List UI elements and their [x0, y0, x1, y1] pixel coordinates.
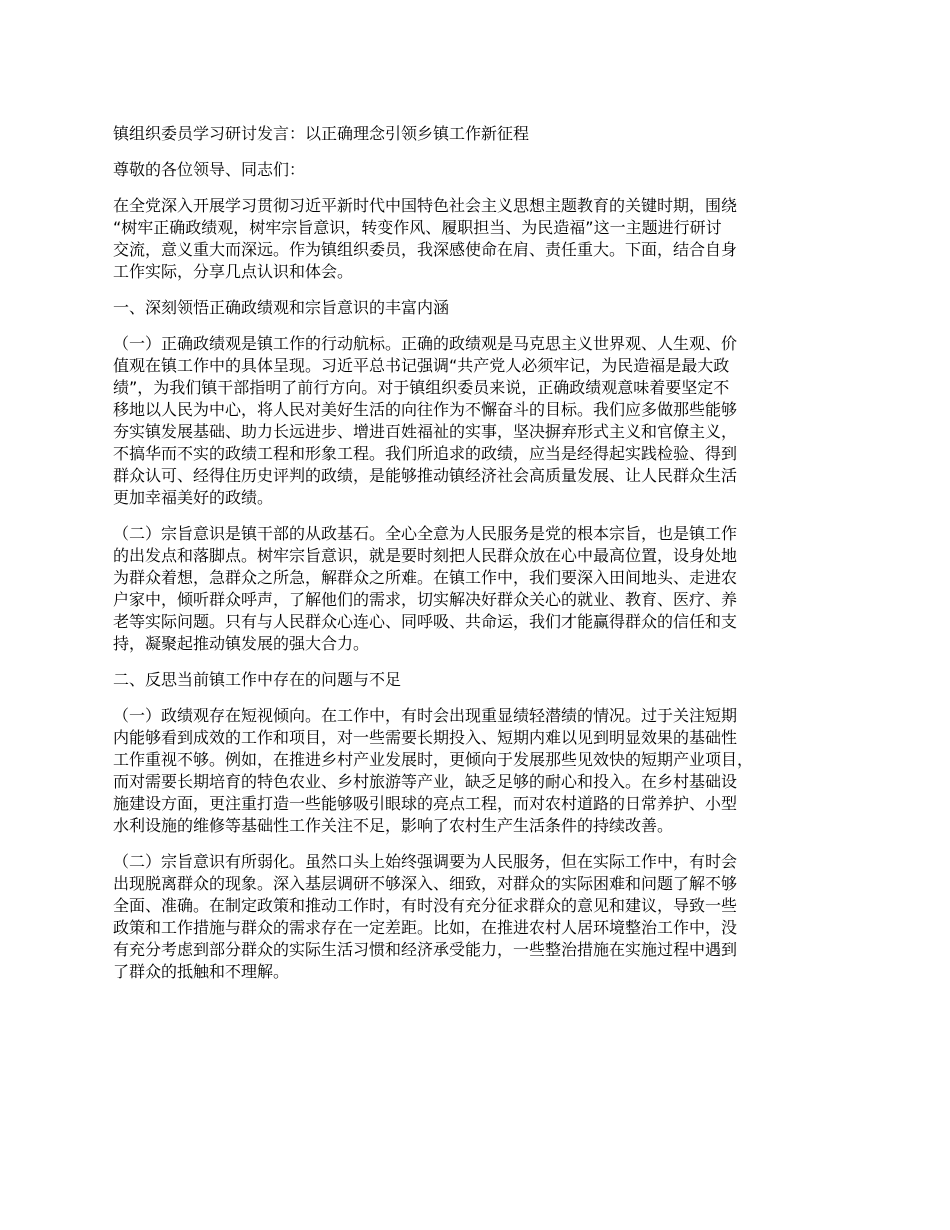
- section-heading: [113, 297, 853, 319]
- text-line: 值观在镇工作中的具体呈现。习近平总书记强调“共产党人必须牢记，为民造福是最大政: [113, 356, 730, 375]
- text-line: 为群众着想，急群众之所急，解群众之所难。在镇工作中，我们要深入田间地头、走进农: [113, 568, 738, 587]
- text-line: 户家中，倾听群众呼声，了解他们的需求，切实解决好群众关心的就业、教育、医疗、养: [113, 590, 738, 609]
- text-line: “树牢正确政绩观，树牢宗旨意识，转变作风、履职担当、为民造福”这一主题进行研讨: [113, 218, 722, 237]
- section-heading: [113, 669, 853, 691]
- text-line: 移地以人民为中心，将人民对美好生活的向往作为不懈奋斗的目标。我们应多做那些能够: [113, 400, 738, 419]
- text-line: （二）宗旨意识有所弱化。虽然口头上始终强调要为人民服务，但在实际工作中，有时会: [113, 852, 738, 871]
- text-line: 有充分考虑到部分群众的实际生活习惯和经济承受能力，一些整治措施在实施过程中遇到: [113, 940, 738, 959]
- text-line: 不搞华而不实的政绩工程和形象工程。我们所追求的政绩，应当是经得起实践检验、得到: [113, 444, 738, 463]
- salutation: 尊敬的各位领导、同志们：: [113, 160, 306, 179]
- text-line: （一）正确政绩观是镇工作的行动航标。正确的政绩观是马克思主义世界观、人生观、价: [113, 334, 738, 353]
- body-paragraph: [113, 333, 853, 509]
- text-line: 水利设施的维修等基础性工作关注不足，影响了农村生产生活条件的持续改善。: [113, 816, 674, 835]
- text-line: 出现脱离群众的现象。深入基层调研不够深入、细致，对群众的实际困难和问题了解不够: [113, 874, 738, 893]
- text-line: 施建设方面，更注重打造一些能够吸引眼球的亮点工程，而对农村道路的日常养护、小型: [113, 794, 738, 813]
- text-line: 在全党深入开展学习贯彻习近平新时代中国特色社会主义思想主题教育的关键时期，围绕: [113, 196, 738, 215]
- text-line: 全面、准确。在制定政策和推动工作时，有时没有充分征求群众的意见和建议，导致一些: [113, 896, 738, 915]
- text-line: 工作重视不够。例如，在推进乡村产业发展时，更倾向于发展那些见效快的短期产业项目，: [113, 750, 754, 769]
- text-line: （一）政绩观存在短视倾向。在工作中，有时会出现重显绩轻潜绩的情况。过于关注短期: [113, 706, 738, 725]
- text-line: 交流，意义重大而深远。作为镇组织委员，我深感使命在肩、责任重大。下面，结合自身: [113, 240, 738, 259]
- text-line: 绩”，为我们镇干部指明了前行方向。对于镇组织委员来说，正确政绩观意味着要坚定不: [113, 378, 730, 397]
- text-line: 老等实际问题。只有与人民群众心连心、同呼吸、共命运，我们才能赢得群众的信任和支: [113, 612, 738, 631]
- text-line: 内能够看到成效的工作和项目，对一些需要长期投入、短期内难以见到明显效果的基础性: [113, 728, 738, 747]
- document-page: [113, 123, 853, 997]
- text-line: 工作实际，分享几点认识和体会。: [113, 262, 354, 281]
- document-body: [113, 195, 853, 983]
- body-paragraph: [113, 851, 853, 983]
- text-line: 群众认可、经得住历史评判的政绩，是能够推动镇经济社会高质量发展、让人民群众生活: [113, 466, 738, 485]
- text-line: 持，凝聚起推动镇发展的强大合力。: [113, 634, 370, 653]
- body-paragraph: [113, 523, 853, 655]
- text-line: 的出发点和落脚点。树牢宗旨意识，就是要时刻把人民群众放在心中最高位置，设身处地: [113, 546, 738, 565]
- document-title: 镇组织委员学习研讨发言：以正确理念引领乡镇工作新征程: [113, 124, 530, 143]
- text-line: 夯实镇发展基础、助力长远进步、增进百姓福祉的实事，坚决摒弃形式主义和官僚主义，: [113, 422, 738, 441]
- text-line: 了群众的抵触和不理解。: [113, 962, 290, 981]
- text-line: 更加幸福美好的政绩。: [113, 488, 274, 507]
- text-line: （二）宗旨意识是镇干部的从政基石。全心全意为人民服务是党的根本宗旨，也是镇工作: [113, 524, 738, 543]
- text-line: 政策和工作措施与群众的需求存在一定差距。比如，在推进农村人居环境整治工作中，没: [113, 918, 738, 937]
- text-line: 二、反思当前镇工作中存在的问题与不足: [113, 670, 402, 689]
- text-line: 一、深刻领悟正确政绩观和宗旨意识的丰富内涵: [113, 298, 450, 317]
- body-paragraph: [113, 705, 853, 837]
- text-line: 而对需要长期培育的特色农业、乡村旅游等产业，缺乏足够的耐心和投入。在乡村基础设: [113, 772, 738, 791]
- body-paragraph: [113, 195, 853, 283]
